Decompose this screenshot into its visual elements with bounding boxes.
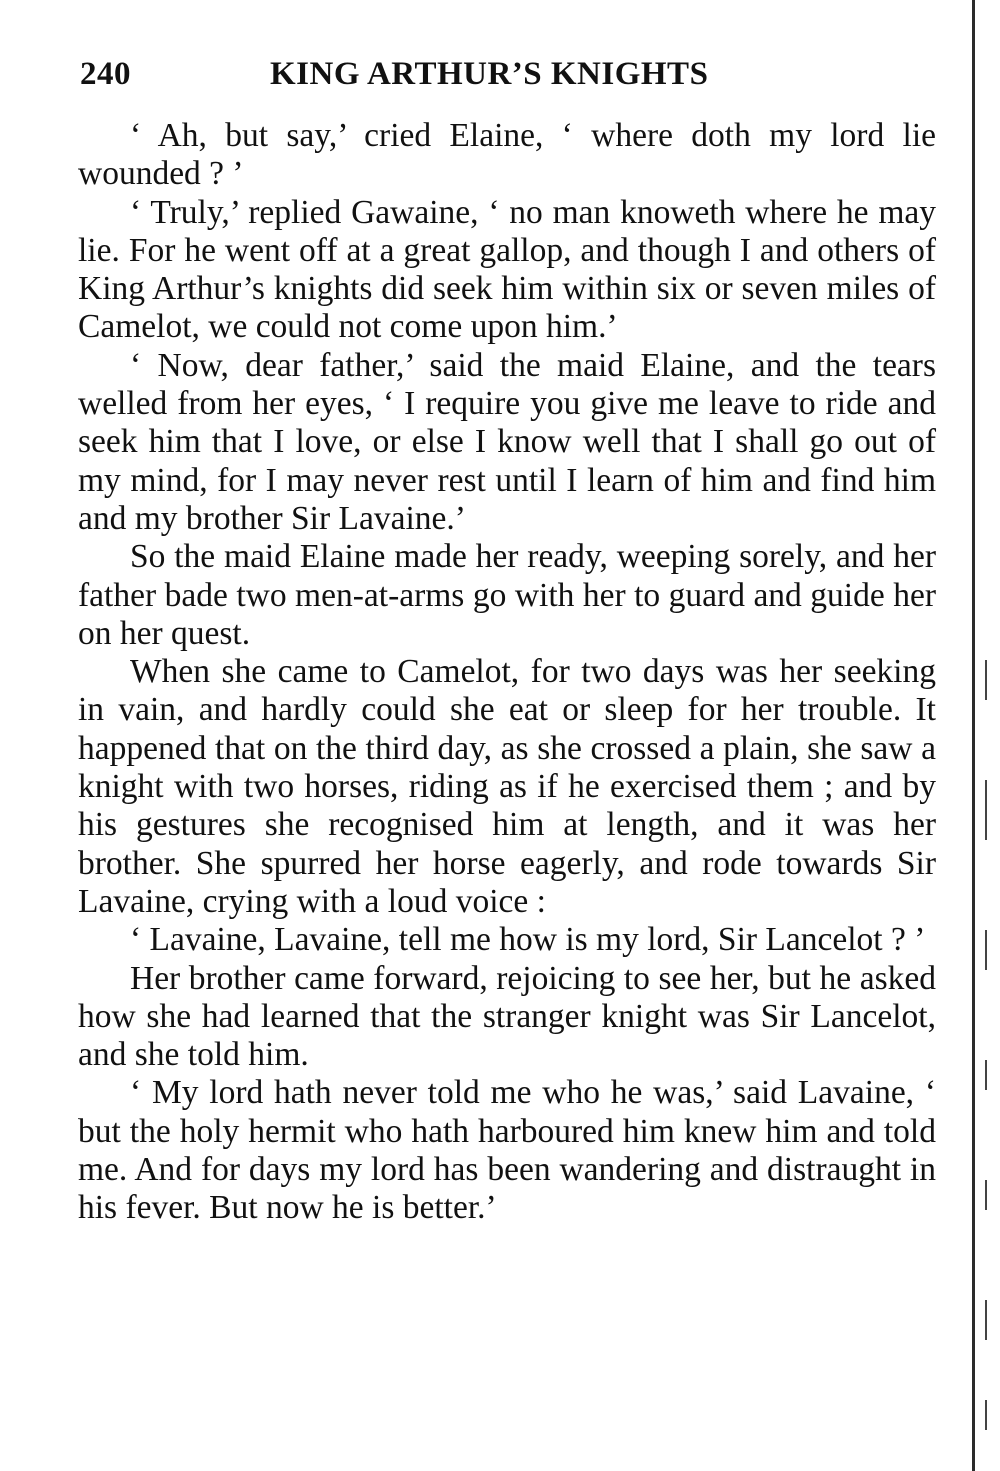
page-header <box>80 56 940 100</box>
paragraph: ‘ My lord hath never told me who he was,’ said Lavaine, ‘ but the holy hermit who hath harboured him knew him and told me. And for days my lord has been wandering and distraught in his fever. But now he is better.’ <box>78 1074 936 1227</box>
edge-mark <box>985 1300 987 1340</box>
paragraph: So the maid Elaine made her ready, weeping sorely, and her father bade two men-at-arms go with her to guard and guide her on her quest. <box>78 538 936 652</box>
edge-mark <box>985 1400 987 1430</box>
body-text <box>78 117 936 1228</box>
paragraph: When she came to Camelot, for two days was her seeking in vain, and hardly could she eat or sleep for her trouble. It happened that on the third day, as she crossed a plain, she saw a knight with two horses, riding as if he exercised them ; and by his gestures she recognised him at length, and it was her brother. She spurred her horse eagerly, and rode towards Sir Lavaine, crying with a loud voice : <box>78 653 936 920</box>
running-title: KING ARTHUR’S KNIGHTS <box>270 56 709 92</box>
paragraph: ‘ Lavaine, Lavaine, tell me how is my lord, Sir Lancelot ? ’ <box>130 921 926 959</box>
paragraph: ‘ Ah, but say,’ cried Elaine, ‘ where doth my lord lie wounded ? ’ <box>78 117 936 193</box>
edge-mark <box>985 660 987 700</box>
paragraph: Her brother came forward, rejoicing to see her, but he asked how she had learned that the stranger knight was Sir Lancelot, and she told him. <box>78 959 936 1074</box>
page-number: 240 <box>80 56 131 92</box>
edge-mark <box>985 1180 987 1210</box>
edge-mark <box>985 780 987 840</box>
edge-mark <box>985 930 987 970</box>
page-edge-marks <box>985 660 989 1440</box>
page-edge-line <box>972 0 975 1471</box>
paragraph: ‘ Truly,’ replied Gawaine, ‘ no man knoweth where he may lie. For he went off at a great gallop, and though I and others of King Arthur’s knights did seek him within six or seven miles of Camelot, we could not come upon him.’ <box>78 193 936 346</box>
paragraph: ‘ Now, dear father,’ said the maid Elaine, and the tears welled from her eyes, ‘ I require you give me leave to ride and seek him that I love, or else I know well that I shall go out of my mind, for I may never rest until I learn of him and find him and my brother Sir Lavaine.’ <box>78 346 936 537</box>
edge-mark <box>985 1060 987 1090</box>
